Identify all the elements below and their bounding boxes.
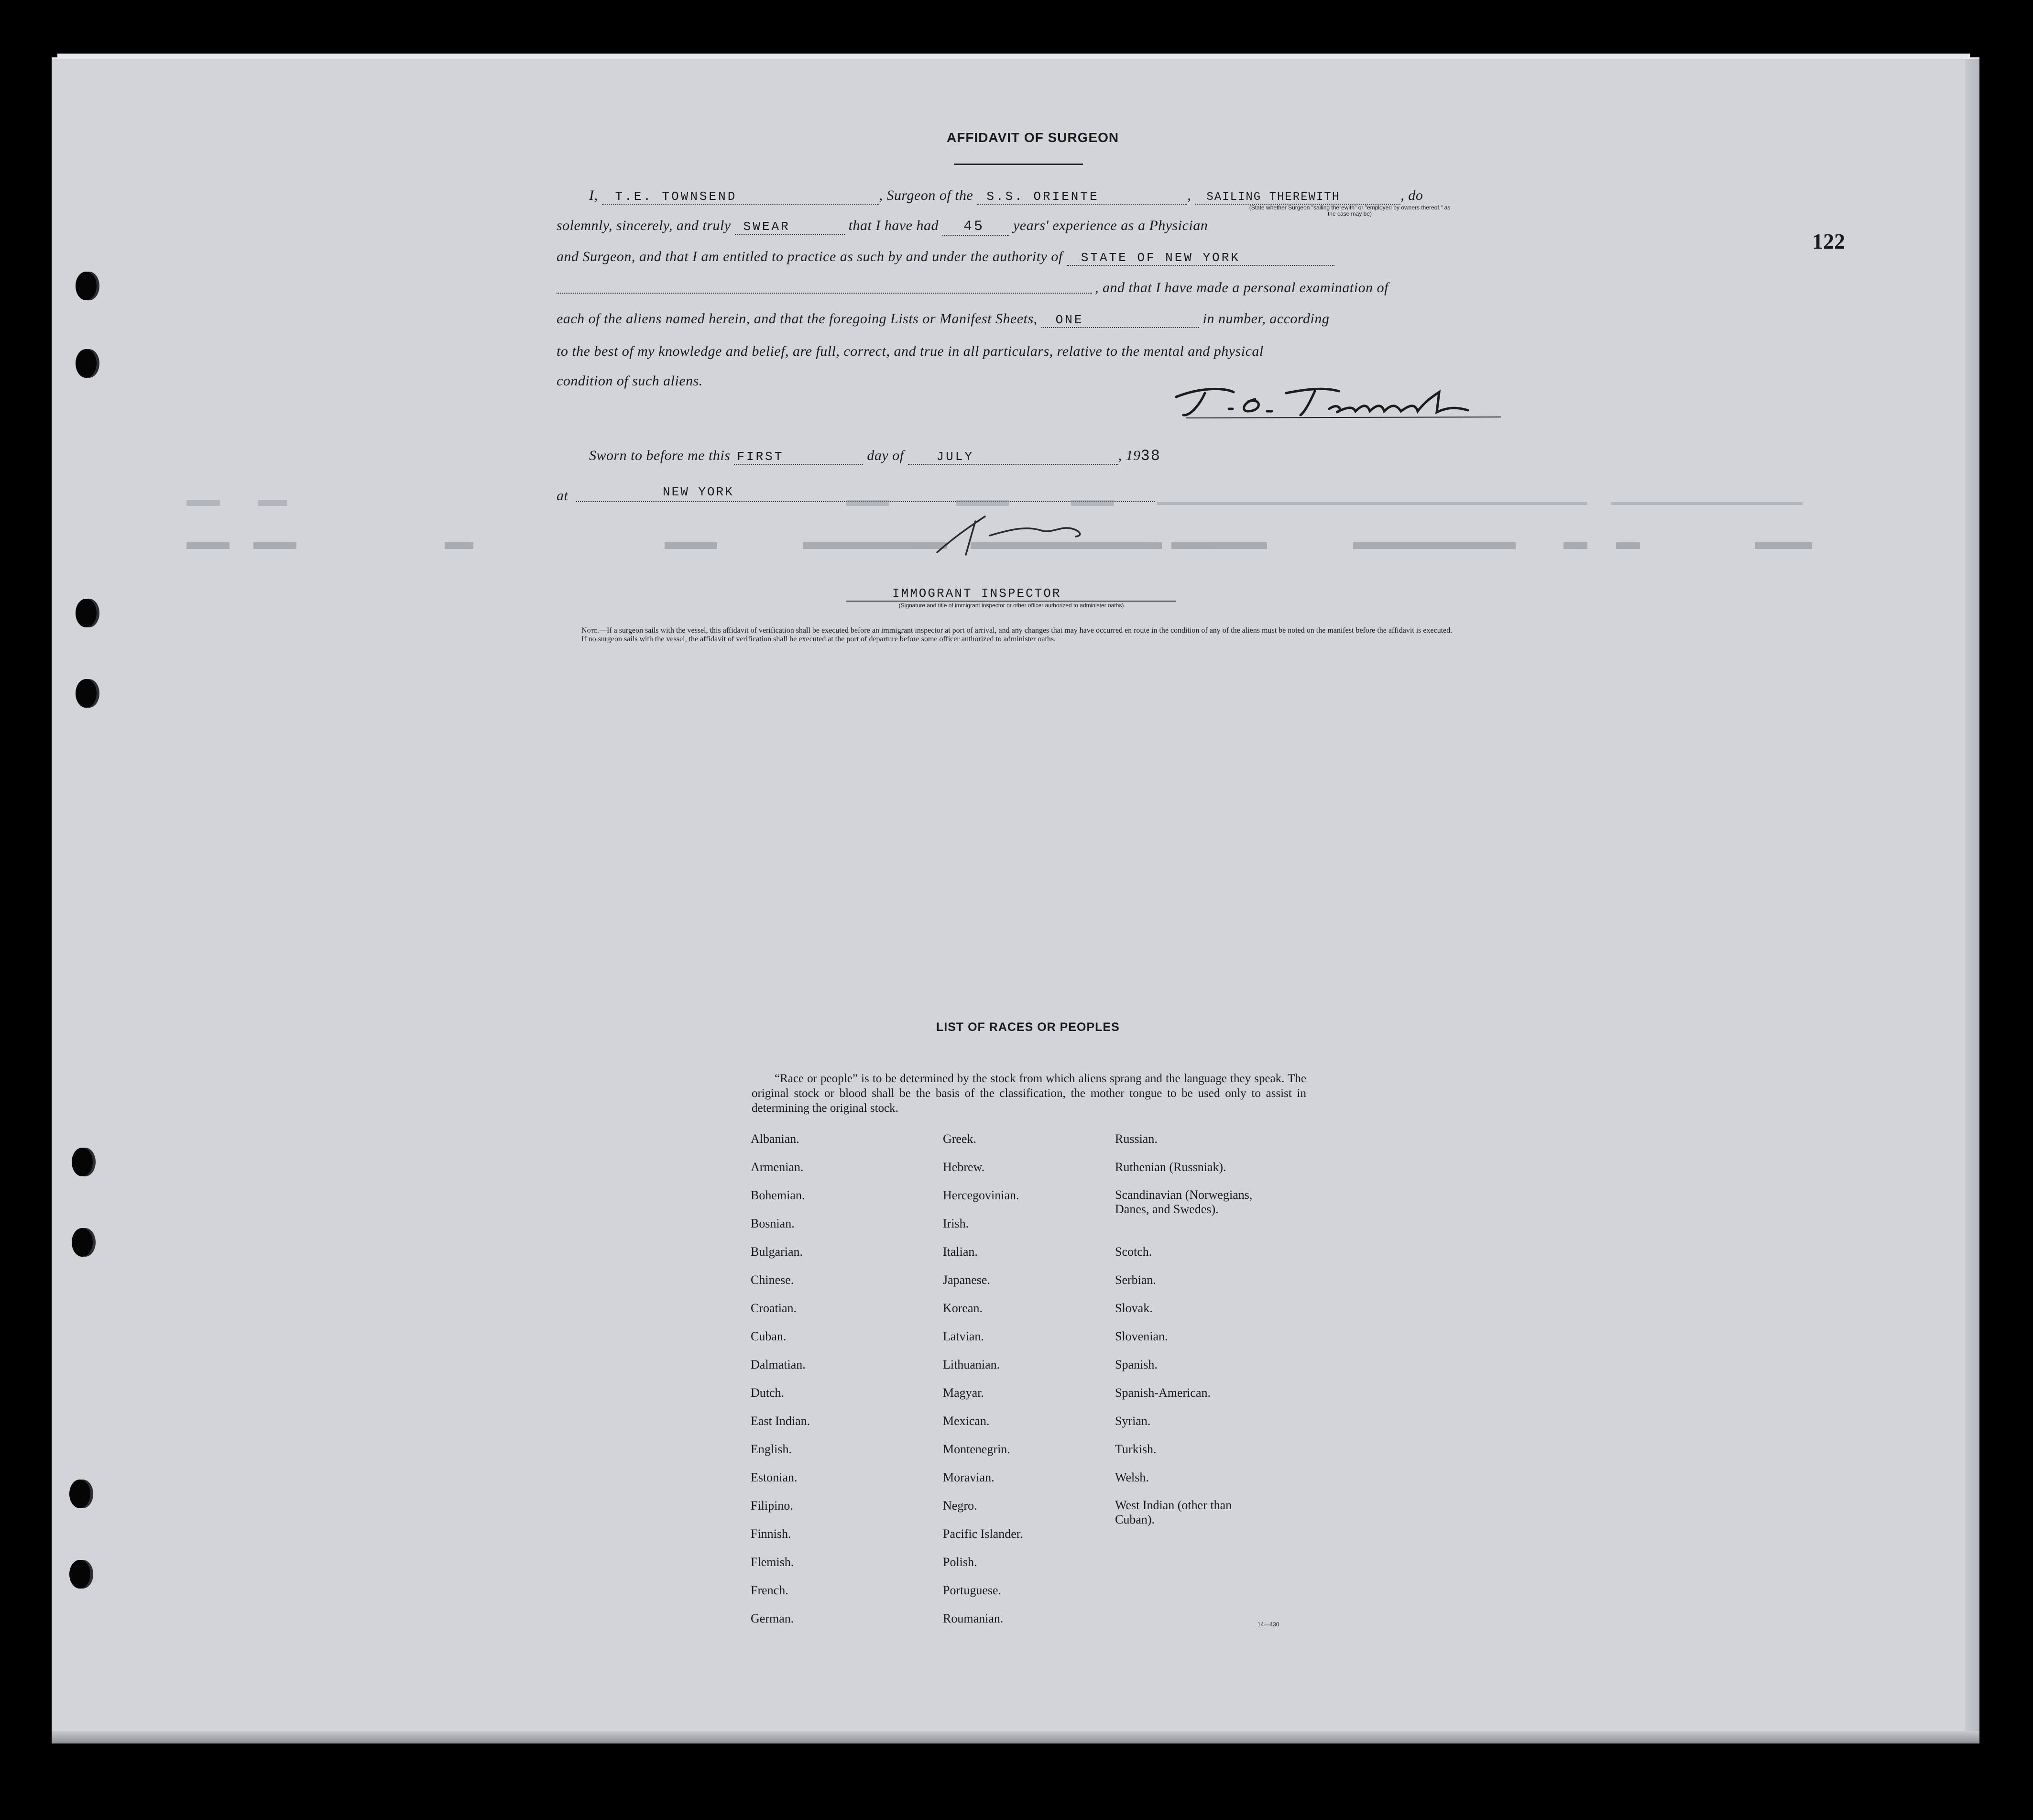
sailing-field: SAILING THEREWITH [1195,191,1400,205]
inspector-signature [918,507,1119,559]
race-item: Russian. [1115,1132,1158,1146]
race-item: Serbian. [1115,1273,1156,1287]
affidavit-line-4: , and that I have made a personal examination of [1095,280,1388,296]
race-item: French. [751,1583,788,1597]
race-item: Armenian. [751,1160,804,1174]
race-item: Dalmatian. [751,1358,806,1371]
place-field: NEW YORK [663,485,734,499]
race-item: Albanian. [751,1132,799,1146]
race-item: Irish. [943,1217,969,1230]
sworn-year-field: 38 [1140,447,1161,465]
binder-hole [76,272,97,300]
affidavit-title: AFFIDAVIT OF SURGEON [947,130,1119,145]
sworn-month-field: JULY [908,450,1118,465]
text-each-alien: each of the aliens named herein, and that the foregoing Lists or Manifest Sheets, [557,311,1038,327]
affidavit-line-3 [557,249,1334,266]
oath-field: SWEAR [735,219,845,235]
race-item: Chinese. [751,1273,794,1287]
race-item: Latvian. [943,1329,984,1343]
race-item: Scotch. [1115,1245,1152,1259]
text-surgeon-of: , Surgeon of the [879,187,973,203]
race-item: Polish. [943,1555,977,1569]
races-column-1 [751,1131,932,1639]
sailing-caption: (State whether Surgeon "sailing therewith" or "employed by owners thereof," as the case may be) [1249,204,1451,217]
race-item: Japanese. [943,1273,990,1287]
race-item: Hebrew. [943,1160,985,1174]
text-comma: , [1187,187,1191,203]
race-item: Flemish. [751,1555,794,1569]
race-item: Croatian. [751,1301,797,1315]
race-item: Italian. [943,1245,978,1259]
races-column-2 [943,1131,1125,1639]
text-have-had: that I have had [848,218,939,233]
race-item: Slovenian. [1115,1329,1168,1343]
text-in-number: in number, according [1202,311,1330,327]
binder-hole [76,349,97,378]
inspector-caption: (Signature and title of immigrant inspector or other officer authorized to administer oaths) [898,602,1124,609]
race-item: Montenegrin. [943,1442,1010,1456]
race-item: Portuguese. [943,1583,1002,1597]
race-item: Bulgarian. [751,1245,803,1259]
text-do: , do [1400,187,1423,203]
race-item: Filipino. [751,1499,793,1513]
race-item: Scandinavian (Norwegians, Danes, and Swedes). [1115,1188,1253,1216]
race-item: Moravian. [943,1470,995,1484]
race-item: Roumanian. [943,1612,1004,1625]
sworn-line [589,447,1161,465]
text-year-prefix: , 19 [1118,448,1141,463]
race-item: Spanish-American. [1115,1386,1211,1400]
text-i: I, [589,187,598,203]
race-item: Hercegovinian. [943,1188,1019,1202]
race-item: Korean. [943,1301,983,1315]
race-item: Finnish. [751,1527,791,1541]
sheet-bottom-edge [52,1731,1979,1743]
affidavit-line-2 [557,218,1208,236]
race-item: Slovak. [1115,1301,1153,1315]
race-item: Pacific Islander. [943,1527,1023,1541]
inspector-underline [846,601,1176,602]
race-item: English. [751,1442,792,1456]
form-number: 14—430 [1257,1621,1279,1628]
race-item: East Indian. [751,1414,810,1428]
race-item: Ruthenian (Russniak). [1115,1160,1226,1174]
races-column-3 [1115,1131,1325,1541]
inspector-title: IMMOGRANT INSPECTOR [892,586,1061,601]
text-solemnly: solemnly, sincerely, and truly [557,218,731,233]
authority-continuation-field [557,293,1092,294]
vessel-field: S.S. ORIENTE [977,189,1187,205]
sheet-right-edge [1965,59,1979,1732]
race-item: Dutch. [751,1386,785,1400]
affidavit-line-7: condition of such aliens. [557,373,703,389]
race-item: Estonian. [751,1470,798,1484]
text-authority: and Surgeon, and that I am entitled to practice as such by and under the authority of [557,249,1063,264]
surgeon-name-field: T.E. TOWNSEND [602,189,879,205]
page-number: 122 [1812,229,1845,253]
race-item: Bohemian. [751,1188,805,1202]
affidavit-line-5 [557,311,1329,328]
race-item: Spanish. [1115,1358,1158,1371]
text-day-of: day of [867,448,904,463]
race-item: Bosnian. [751,1217,795,1230]
binder-hole [76,599,97,627]
title-underline [954,164,1083,165]
binder-hole [69,1560,90,1589]
race-item: West Indian (other than Cuban). [1115,1498,1232,1526]
race-item: Syrian. [1115,1414,1151,1428]
affidavit-line-1 [589,187,1545,205]
text-years-experience: years' experience as a Physician [1013,218,1208,233]
races-intro-text: “Race or people” is to be determined by the stock from which aliens sprang and the language they speak. The original stock or blood shall be the basis of the classification, the mother tongue to be used only to assist in determining the original stock. [752,1072,1306,1115]
sworn-day-field: FIRST [734,450,863,465]
text-at: at [557,488,568,504]
race-item: Negro. [943,1499,977,1513]
binder-hole [69,1480,90,1508]
races-intro [752,1071,1306,1116]
note-text-1: —If a surgeon sails with the vessel, this affidavit of verification shall be executed before an immigrant inspector at port of arrival, and any changes that may have occurred en route in the condition of any of the aliens must be noted on the manifest before the affidavit is executed. [599,626,1453,635]
race-item: Welsh. [1115,1470,1149,1484]
sheets-field: ONE [1041,313,1199,328]
race-item: Turkish. [1115,1442,1157,1456]
text-sworn: Sworn to before me this [589,448,731,463]
race-item: German. [751,1612,794,1625]
authority-field: STATE OF NEW YORK [1067,251,1334,266]
race-item: Cuban. [751,1329,787,1343]
years-field: 45 [942,219,1009,236]
binder-hole [76,679,97,708]
races-title: LIST OF RACES OR PEOPLES [936,1020,1120,1034]
binder-hole [72,1148,93,1176]
race-item: Lithuanian. [943,1358,1000,1371]
race-item: Greek. [943,1132,977,1146]
note-text-2: If no surgeon sails with the vessel, the affidavit of verification shall be executed at the port of departure before some officer authorized to administer oaths. [581,635,1056,643]
race-item: Mexican. [943,1414,990,1428]
affidavit-line-6: to the best of my knowledge and belief, are full, correct, and true in all particulars, relative to the mental and physical [557,343,1264,359]
note-lead: Note. [581,626,599,635]
affidavit-note [555,626,1501,644]
surgeon-signature [1171,383,1506,421]
race-item: Magyar. [943,1386,984,1400]
binder-hole [72,1228,93,1257]
